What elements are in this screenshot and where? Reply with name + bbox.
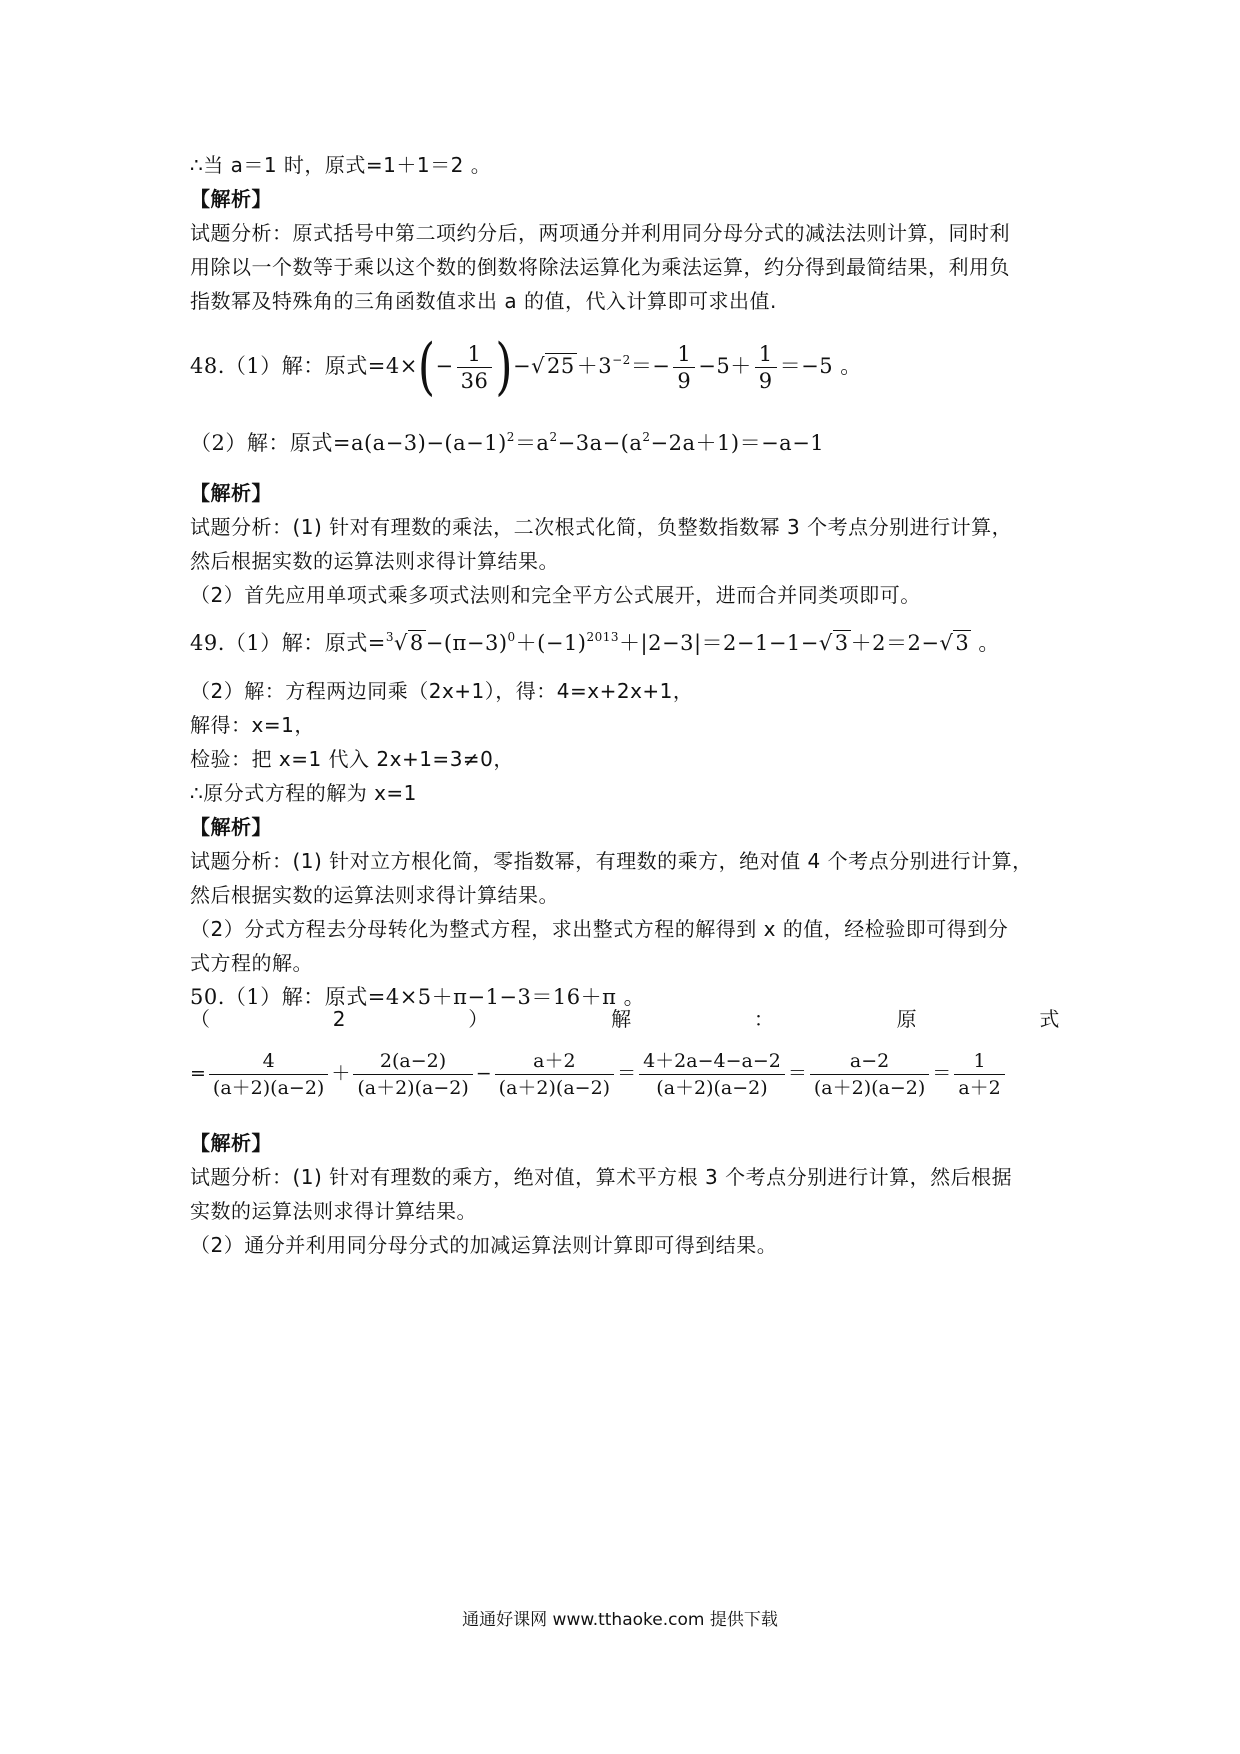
denominator: (a＋2)(a−2) [813,1077,926,1099]
square-root: √25 [531,354,575,378]
section-heading: 【解析】 [190,187,272,211]
math-line-50-2 [190,1048,1060,1101]
text-line: 试题分析：(1) 针对有理数的乘方，绝对值，算术平方根 3 个考点分别进行计算，然后根据 [190,1165,1013,1189]
char: （ [190,1007,211,1031]
numerator: 2(a−2) [353,1048,472,1075]
exponent: 2 [549,430,558,444]
text-line: 试题分析：(1) 针对立方根化简，零指数幂，有理数的乘方，绝对值 4 个考点分别进行计算， [190,849,1033,873]
char: ： [753,1007,775,1031]
cube-root: √8 [394,631,424,655]
math-text: −5＋ [698,354,752,378]
square-root: √3 [939,631,970,655]
numerator: a−2 [810,1048,929,1075]
math-text: ＝ [932,1062,952,1085]
math-text: 48.（1）解：原式=4× [190,354,418,378]
math-text: ＋2＝2− [850,631,940,655]
text-line: 然后根据实数的运算法则求得计算结果。 [190,883,559,907]
fraction [457,341,493,394]
math-text: ＝ [617,1062,637,1085]
section-heading: 【解析】 [190,1131,272,1155]
denominator: (a＋2)(a−2) [656,1077,768,1099]
math-text: 。 [971,631,1000,655]
math-text: − [513,354,532,378]
math-line-48-1 [190,331,1060,403]
root-index: 3 [385,630,394,644]
text-line: 试题分析：(1) 针对有理数的乘法，二次根式化简，负整数指数幂 3 个考点分别进行计算， [190,515,1013,539]
radicand: 3 [955,631,970,655]
justified-line [190,1004,1060,1034]
fraction [209,1048,328,1101]
text-line: ∴原分式方程的解为 x=1 [190,781,417,805]
math-text: ＝ [787,1062,807,1085]
radicand: 3 [834,631,849,655]
section-heading: 【解析】 [190,481,272,505]
math-text: ＝a [514,431,550,455]
text-line: ∴当 a＝1 时，原式=1＋1＝2 。 [190,153,492,177]
text-line: 然后根据实数的运算法则求得计算结果。 [190,549,559,573]
text-line: 用除以一个数等于乘以这个数的倒数将除法运算化为乘法运算，约分得到最简结果，利用负 [190,255,1010,279]
math-line-49-1 [190,628,1060,658]
math-text: ＋ [331,1062,351,1085]
math-text: −(π−3) [425,631,508,655]
math-text: ＋|2−3|＝2−1−1− [619,631,819,655]
square-root: √3 [818,631,849,655]
text-line: （2）通分并利用同分母分式的加减运算法则计算即可得到结果。 [190,1233,778,1257]
math-text: − [435,354,454,378]
text-line: 指数幂及特殊角的三角函数值求出 a 的值，代入计算即可求出值. [190,289,777,313]
char: 解 [611,1007,632,1031]
radicand: 8 [409,631,424,655]
math-text: （2）解：原式=a(a−3)−(a−1) [190,431,507,455]
char: 2 [332,1007,347,1031]
numerator: 1 [673,341,695,368]
denominator: (a＋2)(a−2) [498,1077,611,1099]
numerator: 4＋2a−4−a−2 [639,1048,785,1075]
text-line: （2）首先应用单项式乘多项式法则和完全平方公式展开，进而合并同类项即可。 [190,583,921,607]
page-footer: 通通好课网 www.tthaoke.com 提供下载 [462,1610,778,1630]
paren: ) [495,331,513,403]
math-text: = [190,1062,206,1085]
exponent: 2013 [586,630,620,644]
fraction [353,1048,472,1101]
math-text: ＋(−1) [515,631,587,655]
char: ） [468,1007,489,1031]
char: 式 [1039,1007,1060,1031]
fraction [673,341,695,394]
exponent: 2 [642,430,651,444]
spread-row [190,1004,1060,1034]
math-text: ＝− [630,354,671,378]
numerator: a＋2 [495,1048,614,1075]
text-line: 检验：把 x=1 代入 2x+1=3≠0， [190,747,514,771]
denominator: a＋2 [958,1077,1001,1099]
denominator: (a＋2)(a−2) [357,1077,469,1099]
section-heading: 【解析】 [190,815,272,839]
denominator: 9 [677,369,692,393]
paren: ( [417,331,436,403]
numerator: 4 [209,1048,328,1075]
text-line: 解得：x=1， [190,713,315,737]
text-line: 试题分析：原式括号中第二项约分后，两项通分并利用同分母分式的减法法则计算，同时利 [190,221,1010,245]
denominator: (a＋2)(a−2) [212,1077,325,1099]
math-text: 49.（1）解：原式= [190,631,386,655]
char: 原 [896,1007,918,1031]
radicand: 25 [547,354,575,378]
fraction [639,1048,785,1101]
math-text: −3a−(a [557,431,643,455]
text-line: （2）分式方程去分母转化为整式方程，求出整式方程的解得到 x 的值，经检验即可得到分 [190,917,1009,941]
exponent: 0 [507,630,516,644]
denominator: 9 [758,369,773,393]
math-text: ＝−5 。 [779,354,862,378]
math-line-48-2 [190,428,1060,458]
text-line: 实数的运算法则求得计算结果。 [190,1199,477,1223]
math-text: −2a＋1)＝−a−1 [650,431,825,455]
math-text: ＋3 [576,354,613,378]
denominator: 36 [460,369,489,393]
fraction [810,1048,929,1101]
exponent: −2 [612,353,631,367]
fraction [954,1048,1004,1101]
numerator: 1 [755,341,777,368]
text-line: （2）解：方程两边同乘（2x+1），得：4=x+2x+1， [190,679,694,703]
exponent: 2 [506,430,515,444]
numerator: 1 [954,1048,1004,1075]
math-line-50-1: 50.（1）解：原式=4×5＋π−1−3＝16＋π 。 [190,985,646,1009]
numerator: 1 [457,341,493,368]
fraction [495,1048,614,1101]
math-text: − [475,1062,492,1085]
fraction [755,341,777,394]
text-line: 式方程的解。 [190,951,313,975]
